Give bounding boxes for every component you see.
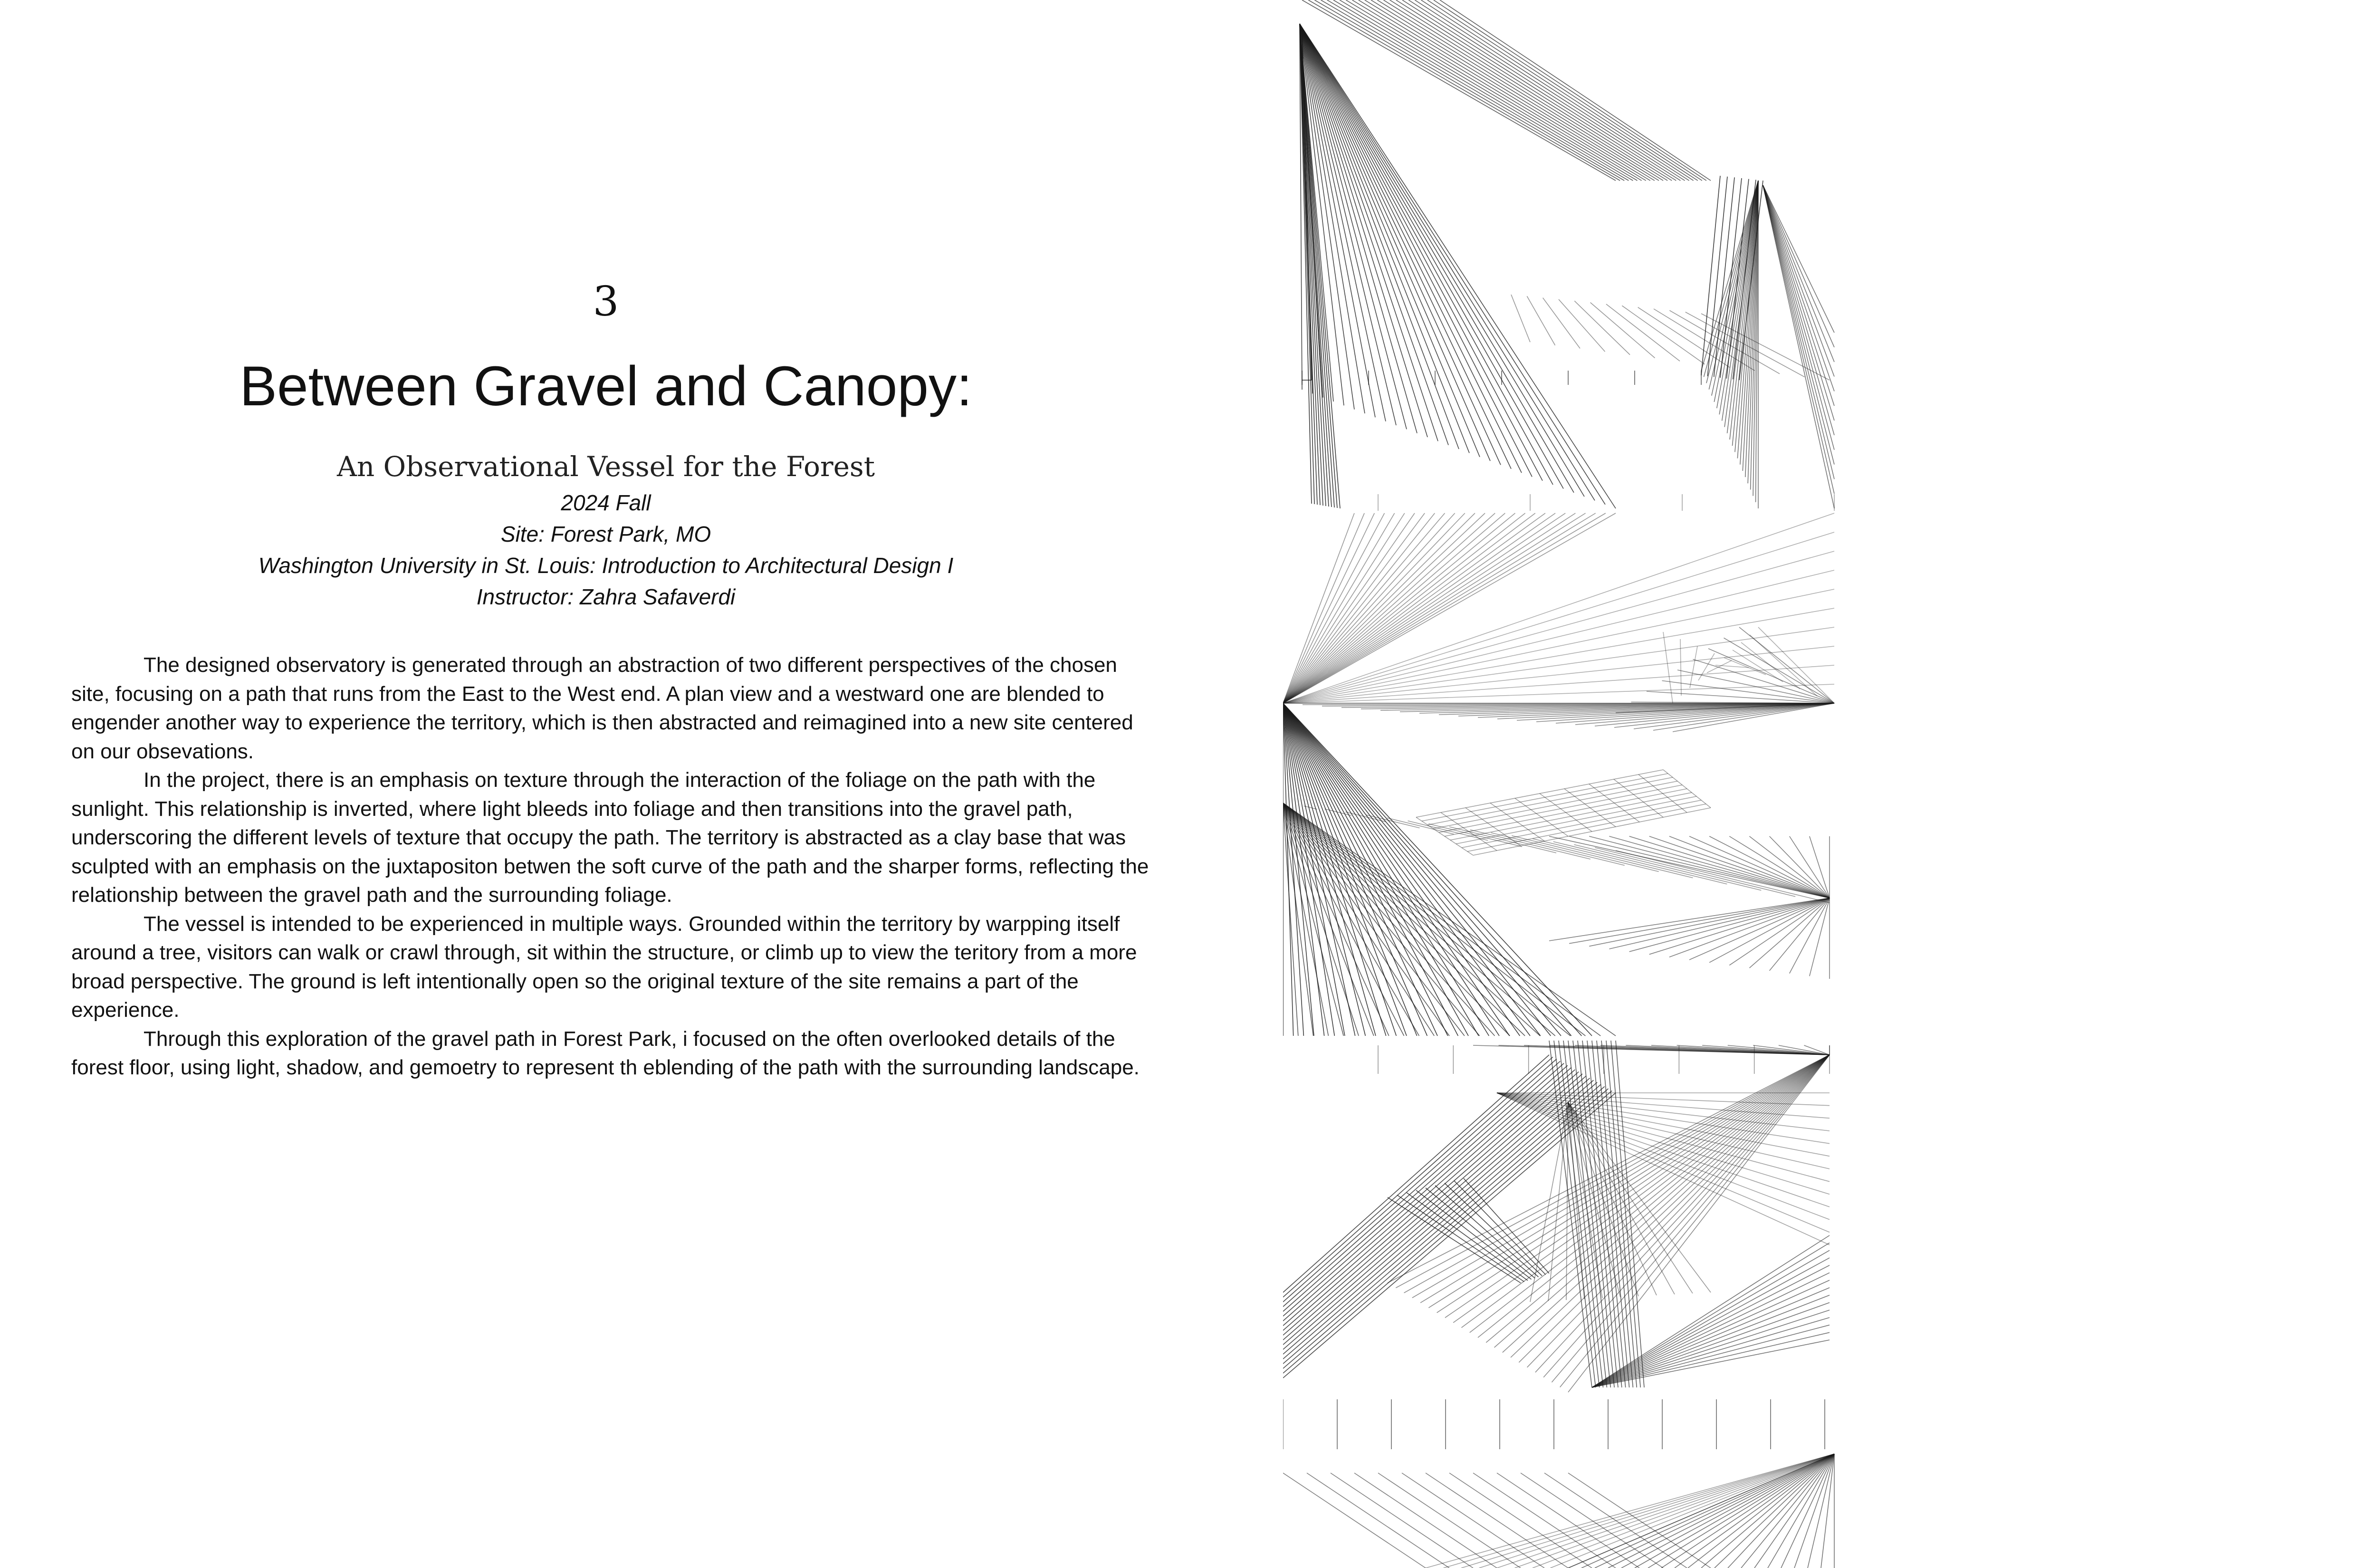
chapter-number: 3 <box>593 278 619 325</box>
line-fans <box>1283 0 1834 1568</box>
meta-term: 2024 Fall <box>561 490 651 515</box>
meta-course: Washington University in St. Louis: Introduction to Architectural Design I <box>258 553 954 578</box>
line-drawing-illustration <box>1283 0 1839 1568</box>
body-text <box>71 651 1155 1082</box>
page-title: Between Gravel and Canopy: <box>240 355 972 418</box>
project-meta <box>0 487 1212 612</box>
body-paragraph-2: In the project, there is an emphasis on texture through the interaction of the foliage on the path with the sunlight. This relationship is inverted, where light bleeds into foliage and then transitions into the gravel path, underscoring the different levels of texture that occupy the path. The territory is abstracted as a clay base that was sculpted with an emphasis on the juxtapositon betwen the soft curve of the path and the sharper forms, reflecting the relationship between the gravel path and the surrounding foliage. <box>71 768 1149 907</box>
body-paragraph-4: Through this exploration of the gravel path in Forest Park, i focused on the often overlooked details of the forest floor, using light, shadow, and gemoetry to represent th eblending of the path with the surrounding landscape. <box>71 1027 1140 1079</box>
body-paragraph-1: The designed observatory is generated through an abstraction of two different perspectives of the chosen site, focusing on a path that runs from the East to the West end. A plan view and a westward one are blended to engender another way to experience the territory, which is then abstracted and reimagined into a new site centered on our obsevations. <box>71 653 1133 763</box>
page-subtitle: An Observational Vessel for the Forest <box>336 450 875 483</box>
body-paragraph-3: The vessel is intended to be experienced in multiple ways. Grounded within the territory by warpping itself around a tree, visitors can walk or crawl through, sit within the structure, or climb up to view the teritory from a more broad perspective. The ground is left intentionally open so the original texture of the site remains a part of the experience. <box>71 912 1137 1022</box>
meta-instructor: Instructor: Zahra Safaverdi <box>476 584 736 609</box>
meta-site: Site: Forest Park, MO <box>500 522 711 546</box>
